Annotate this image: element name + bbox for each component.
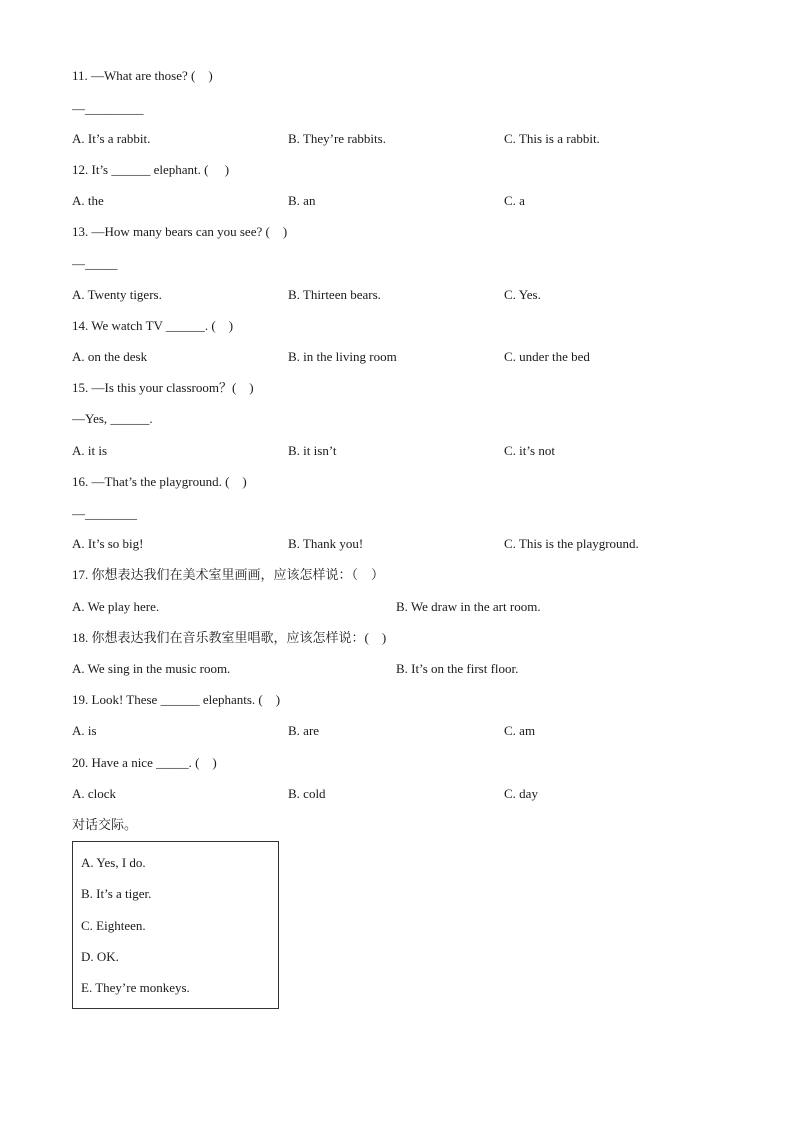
dialogue-option-c: C. Eighteen. <box>81 918 146 933</box>
option-a: A. It’s a rabbit. <box>72 131 151 146</box>
dialogue-option-b: B. It’s a tiger. <box>81 886 152 901</box>
question-19-options <box>72 723 722 739</box>
option-b: B. are <box>288 723 320 738</box>
option-c: C. Yes. <box>504 287 541 302</box>
question-12-stem: 12. It’s ______ elephant. ( ) <box>72 162 230 177</box>
dialogue-option-e: E. They’re monkeys. <box>81 980 190 995</box>
dialogue-options-box <box>72 841 279 1009</box>
option-b: B. cold <box>288 786 326 801</box>
question-11-reply: —_________ <box>72 101 144 116</box>
option-b: B. an <box>288 193 316 208</box>
option-c: C. am <box>504 723 536 738</box>
question-18-options <box>72 661 722 677</box>
option-b: B. in the living room <box>288 349 397 364</box>
question-11-stem: 11. —What are those? ( ) <box>72 68 213 83</box>
question-20-stem: 20. Have a nice _____. ( ) <box>72 755 217 770</box>
option-b: B. We draw in the art room. <box>396 599 541 614</box>
option-c: C. day <box>504 786 538 801</box>
option-a: A. We sing in the music room. <box>72 661 231 676</box>
question-13-options <box>72 287 722 303</box>
question-16-stem: 16. —That’s the playground. ( ) <box>72 474 247 489</box>
option-b: B. It’s on the first floor. <box>396 661 519 676</box>
option-a: A. is <box>72 723 97 738</box>
question-12-options <box>72 193 722 209</box>
option-c: C. This is a rabbit. <box>504 131 600 146</box>
option-a: A. it is <box>72 443 108 458</box>
question-14-stem: 14. We watch TV ______. ( ) <box>72 318 234 333</box>
question-18-stem: 18. 你想表达我们在音乐教室里唱歌，应该怎样说：( ) <box>72 630 387 645</box>
question-15-reply: —Yes, ______. <box>72 411 153 426</box>
option-b: B. it isn’t <box>288 443 337 458</box>
option-c: C. a <box>504 193 525 208</box>
question-14-options <box>72 349 722 365</box>
question-15-options <box>72 443 722 459</box>
question-13-stem: 13. —How many bears can you see? ( ) <box>72 224 288 239</box>
question-16-reply: —________ <box>72 506 137 521</box>
option-c: C. under the bed <box>504 349 590 364</box>
option-a: A. It’s so big! <box>72 536 144 551</box>
question-16-options <box>72 536 722 552</box>
question-19-stem: 19. Look! These ______ elephants. ( ) <box>72 692 281 707</box>
option-a: A. We play here. <box>72 599 160 614</box>
option-c: C. This is the playground. <box>504 536 639 551</box>
question-17-stem: 17. 你想表达我们在美术室里画画，应该怎样说：（ ） <box>72 567 385 582</box>
option-a: A. on the desk <box>72 349 148 364</box>
option-b: B. They’re rabbits. <box>288 131 386 146</box>
option-b: B. Thank you! <box>288 536 364 551</box>
option-a: A. clock <box>72 786 117 801</box>
question-11-options <box>72 131 722 147</box>
option-a: A. Twenty tigers. <box>72 287 162 302</box>
dialogue-option-d: D. OK. <box>81 949 119 964</box>
question-20-options <box>72 786 722 802</box>
question-13-reply: —_____ <box>72 256 118 271</box>
option-c: C. it’s not <box>504 443 555 458</box>
option-b: B. Thirteen bears. <box>288 287 381 302</box>
dialogue-option-a: A. Yes, I do. <box>81 855 146 870</box>
option-a: A. the <box>72 193 104 208</box>
question-17-options <box>72 599 722 615</box>
section-title: 对话交际。 <box>72 817 138 832</box>
question-15-stem: 15. —Is this your classroom？( ) <box>72 380 254 395</box>
